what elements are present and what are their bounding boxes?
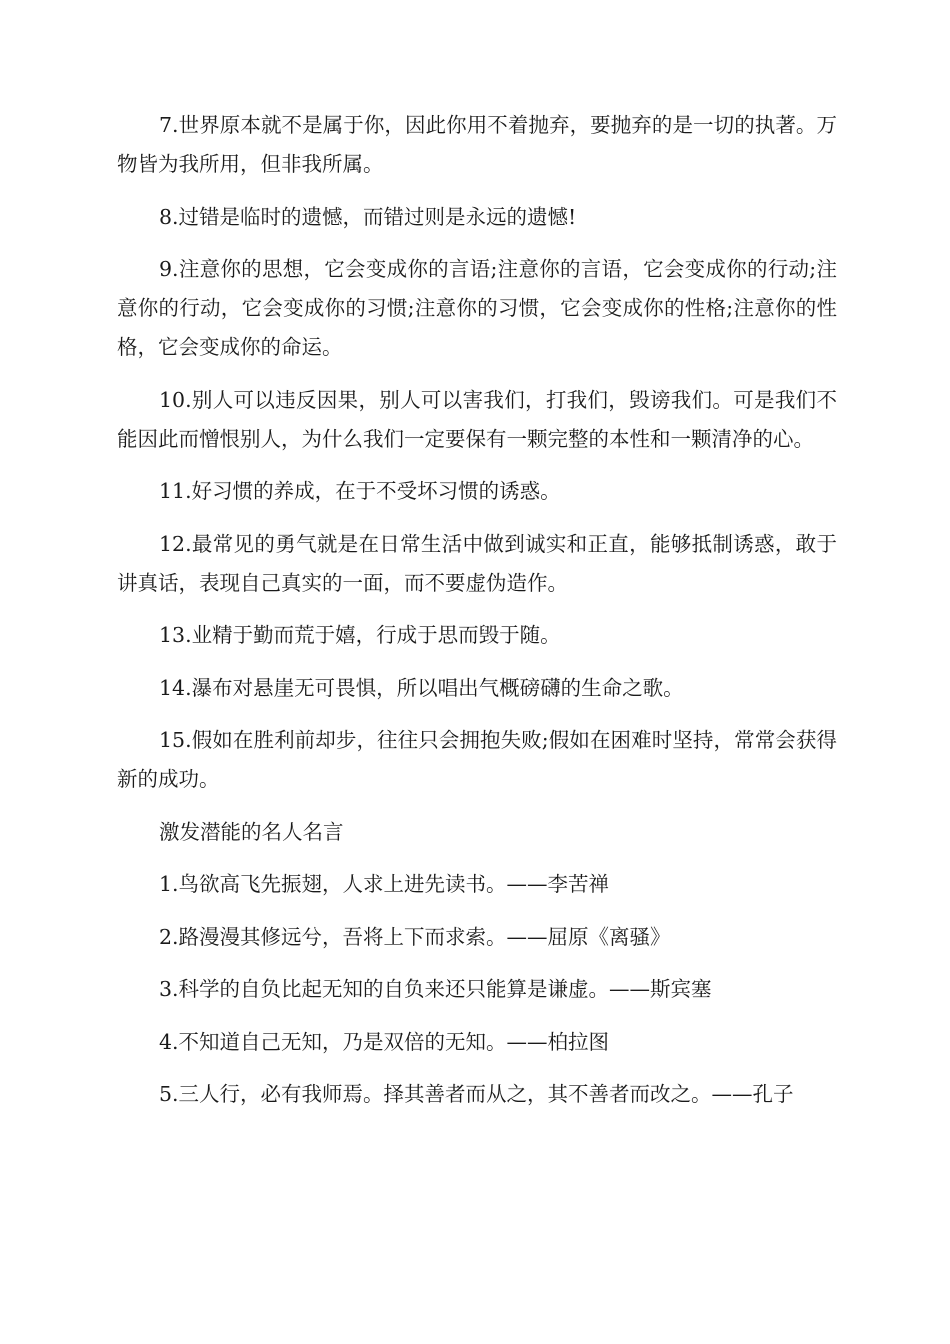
paragraph-10: 10.别人可以违反因果，别人可以害我们，打我们，毁谤我们。可是我们不能因此而憎恨别人，为什么我们一定要保有一颗完整的本性和一颗清净的心。 — [117, 387, 837, 451]
paragraph-8: 8.过错是临时的遗憾，而错过则是永远的遗憾! — [159, 204, 577, 229]
paragraph-13: 13.业精于勤而荒于嬉，行成于思而毁于随。 — [159, 623, 561, 647]
quote-1: 1.鸟欲高飞先振翅，人求上进先读书。——李苦禅 — [159, 872, 610, 896]
quote-5: 5.三人行，必有我师焉。择其善者而从之，其不善者而改之。——孔子 — [159, 1082, 794, 1106]
paragraph-12: 12.最常见的勇气就是在日常生活中做到诚实和正直，能够抵制诱惑，敢于讲真话，表现自己真实的一面，而不要虚伪造作。 — [117, 531, 837, 595]
paragraph-11: 11.好习惯的养成，在于不受坏习惯的诱惑。 — [159, 479, 561, 503]
paragraph-7: 7.世界原本就不是属于你，因此你用不着抛弃，要抛弃的是一切的执著。万物皆为我所用，但非我所属。 — [117, 113, 837, 176]
paragraph-9: 9.注意你的思想，它会变成你的言语;注意你的言语，它会变成你的行动;注意你的行动，它会变成你的习惯;注意你的习惯，它会变成你的性格;注意你的性格，它会变成你的命运。 — [117, 257, 837, 359]
paragraph-14: 14.瀑布对悬崖无可畏惧，所以唱出气概磅礴的生命之歌。 — [159, 675, 684, 700]
quote-4: 4.不知道自己无知，乃是双倍的无知。——柏拉图 — [159, 1029, 610, 1054]
paragraph-15: 15.假如在胜利前却步，往往只会拥抱失败;假如在困难时坚持，常常会获得新的成功。 — [117, 728, 837, 791]
quote-2: 2.路漫漫其修远兮，吾将上下而求索。——屈原《离骚》 — [159, 924, 671, 949]
section-heading: 激发潜能的名人名言 — [159, 819, 344, 844]
document-body — [117, 106, 837, 1128]
quote-3: 3.科学的自负比起无知的自负来还只能算是谦虚。——斯宾塞 — [159, 977, 712, 1001]
